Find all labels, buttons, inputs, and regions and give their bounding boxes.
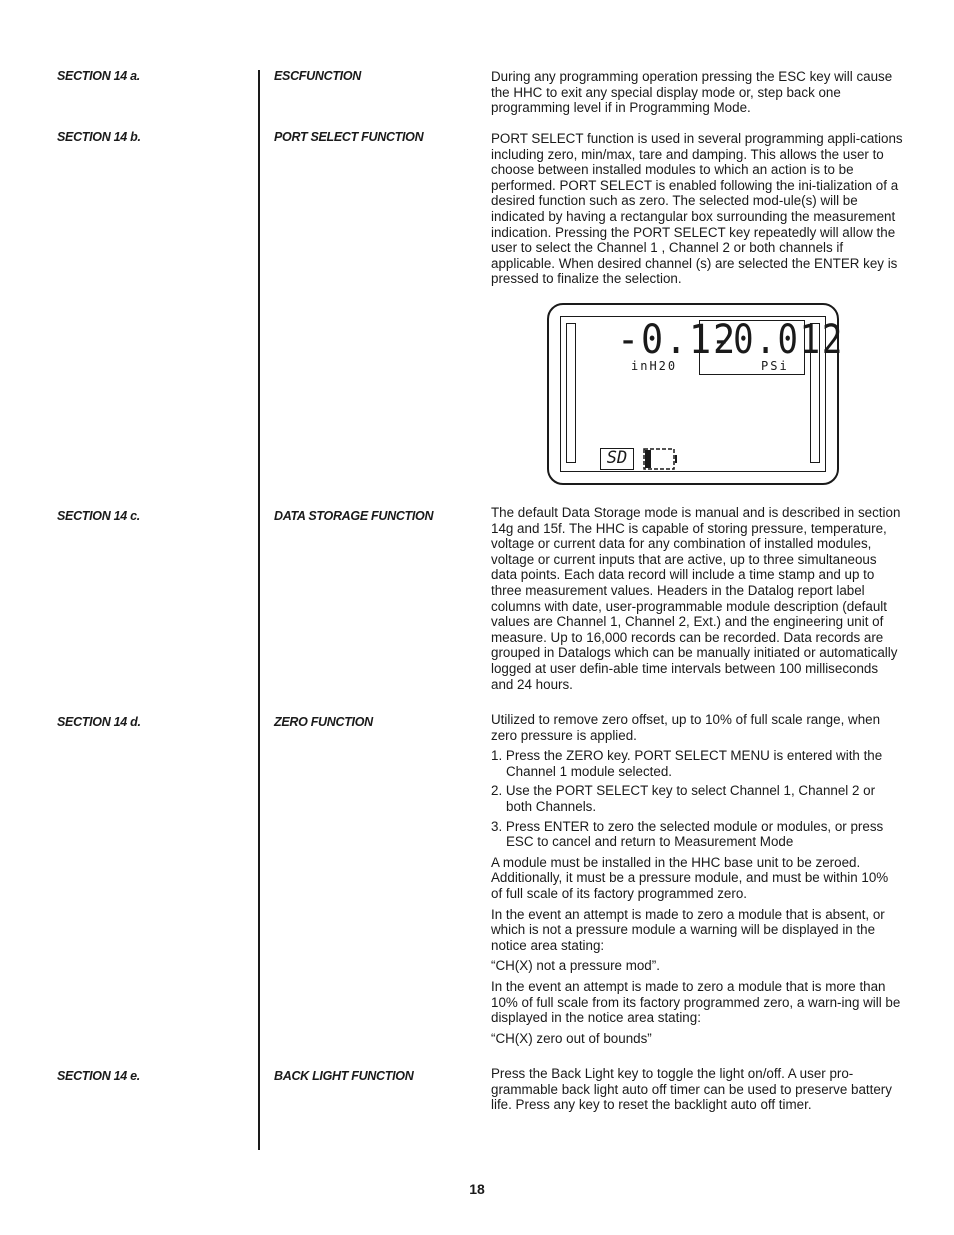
zero-steps-list bbox=[491, 748, 903, 850]
function-title-data-storage: DATA STORAGE FUNCTION bbox=[274, 509, 434, 523]
channel2-unit: PSi bbox=[761, 359, 789, 373]
paragraph: The default Data Storage mode is manual and is described in section 14g and 15f. The HHC is capable of storing pressure, temperature, voltage or current data for any combination of installed modules, voltage or current inputs that are active, up to three simultaneous data points. Each data record will include a time stamp and up to three measurement values. Headers in the Datalog report label columns with date, user-programmable module description (default values are Channel 1, Channel 2, Ext.) and the engineering unit of measure. Up to 16,000 records can be recorded. Data records are grouped in Datalogs which can be manually initiated or automatically logged at user defin-able time intervals between 100 milliseconds and 24 hours. bbox=[491, 505, 901, 692]
function-title-esc: ESCFUNCTION bbox=[274, 69, 361, 83]
function-title-zero: ZERO FUNCTION bbox=[274, 715, 373, 729]
paragraph: “CH(X) not a pressure mod”. bbox=[491, 958, 660, 974]
section-14d-body bbox=[491, 712, 903, 1051]
section-14b-body bbox=[491, 131, 903, 292]
function-title-port-select: PORT SELECT FUNCTION bbox=[274, 130, 424, 144]
section-label-14d: SECTION 14 d. bbox=[57, 715, 141, 729]
paragraph: Press the Back Light key to toggle the light on/off. A user pro-grammable back light auto off timer can be used to preserve battery life. Press any key to reset the backlight auto off timer. bbox=[491, 1066, 892, 1113]
battery-icon bbox=[643, 448, 679, 470]
paragraph: In the event an attempt is made to zero a module that is more than 10% of full scale from its factory programmed zero, a warn-ing will be displayed in the notice area stating: bbox=[491, 978, 901, 1026]
section-label-14b: SECTION 14 b. bbox=[57, 130, 141, 144]
lcd-screen bbox=[560, 316, 845, 472]
section-label-14c: SECTION 14 c. bbox=[57, 509, 140, 523]
page-number: 18 bbox=[469, 1181, 485, 1197]
list-item: 3. Press ENTER to zero the selected module or modules, or press ESC to cancel and return to Measurement Mode bbox=[491, 818, 884, 850]
paragraph: Utilized to remove zero offset, up to 10% of full scale range, when zero pressure is applied. bbox=[491, 712, 881, 743]
section-14e-body bbox=[491, 1066, 903, 1118]
channel2-reading: -0.012 bbox=[711, 317, 845, 363]
section-14a-body bbox=[491, 69, 903, 121]
section-14c-body bbox=[491, 505, 903, 697]
paragraph: During any programming operation pressing the ESC key will cause the HHC to exit any special display mode or, step back one programming level if in Programming Mode. bbox=[491, 69, 893, 116]
column-divider bbox=[258, 70, 260, 1150]
list-item: 2. Use the PORT SELECT key to select Channel 1, Channel 2 or both Channels. bbox=[491, 783, 876, 814]
channel1-unit: inH20 bbox=[631, 359, 678, 373]
paragraph: “CH(X) zero out of bounds” bbox=[491, 1030, 652, 1046]
paragraph: In the event an attempt is made to zero a module that is absent, or which is not a pressure module a warning will be displayed in the notice area stating: bbox=[491, 906, 885, 953]
function-title-back-light: BACK LIGHT FUNCTION bbox=[274, 1069, 414, 1083]
paragraph: A module must be installed in the HHC base unit to be zeroed. Additionally, it must be a pressure module, and must be within 10% of full scale of its factory programmed zero. bbox=[491, 854, 889, 901]
left-bargraph bbox=[566, 323, 576, 463]
section-label-14a: SECTION 14 a. bbox=[57, 69, 140, 83]
sd-card-icon: SD bbox=[600, 448, 634, 470]
list-item: 1. Press the ZERO key. PORT SELECT MENU is entered with the Channel 1 module selected. bbox=[491, 748, 883, 779]
section-label-14e: SECTION 14 e. bbox=[57, 1069, 140, 1083]
paragraph: PORT SELECT function is used in several programming appli-cations including zero, min/max, tare and damping. This allows the user to choose between installed modules to which an action is to be performed. PORT SELECT is enabled following the ini-tialization of a desired function such as zero. The selected mod-ule(s) will be indicated by having a rectangular box surrounding the measurement indication. Pressing the PORT SELECT key repeatedly will allow the user to select the Channel 1 , Channel 2 or both channels if applicable. When desired channel (s) are selected the ENTER key is pressed to finalize the selection. bbox=[491, 131, 903, 287]
channel1-reading: -0.12 bbox=[617, 317, 737, 363]
lcd-display-illustration bbox=[547, 303, 845, 485]
